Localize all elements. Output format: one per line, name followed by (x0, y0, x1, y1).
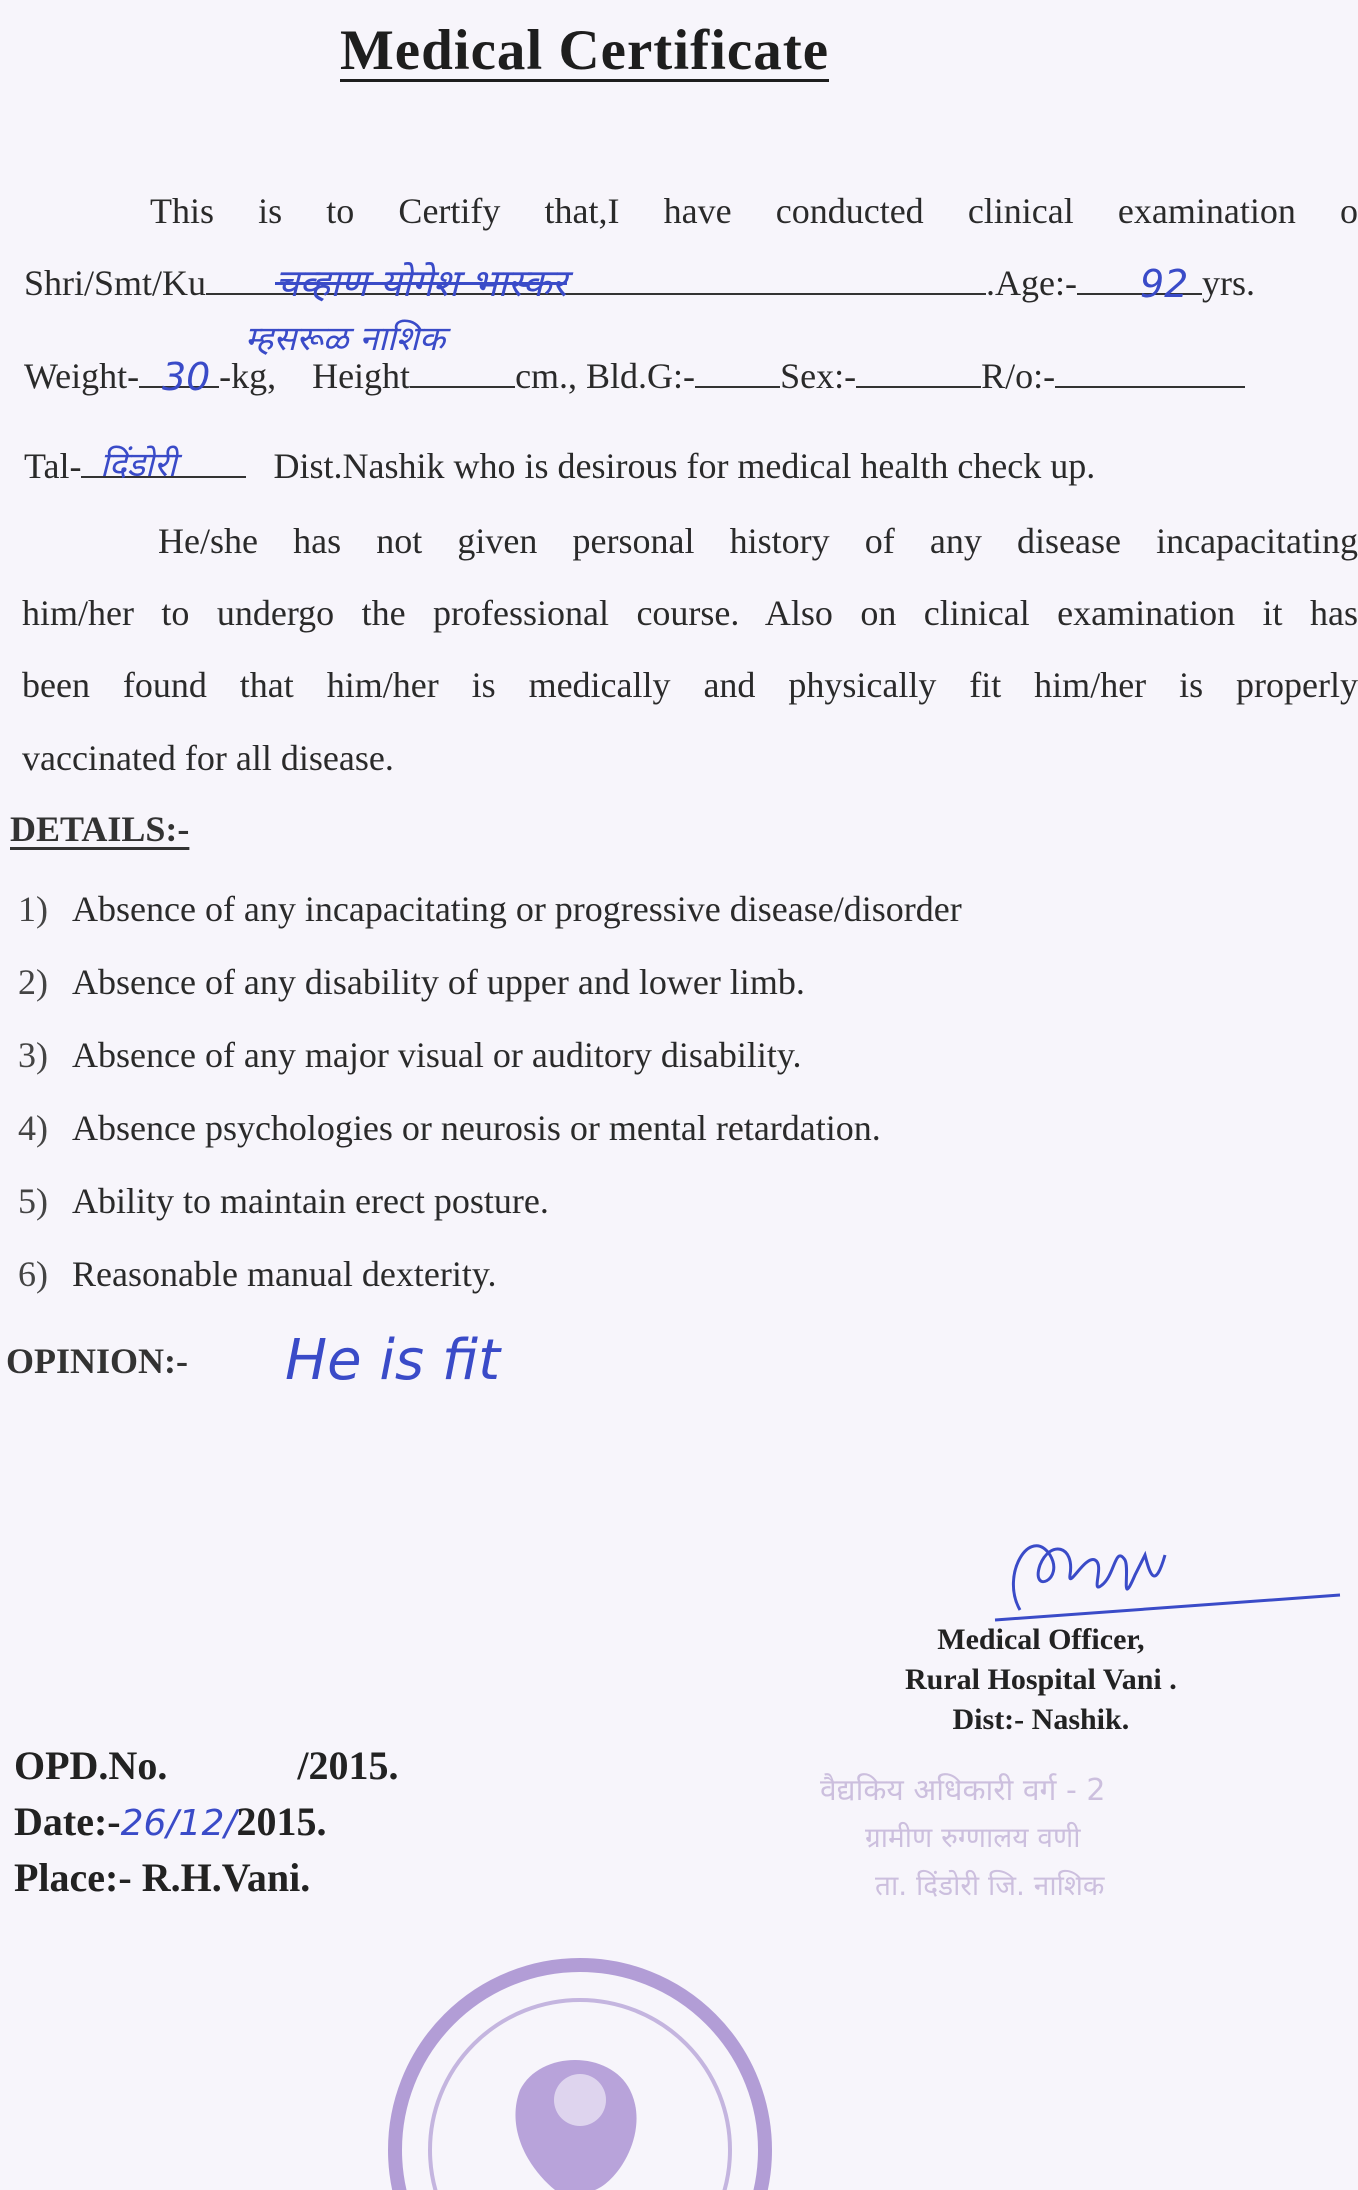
detail-item: 5) Ability to maintain erect posture. (18, 1181, 549, 1221)
paragraph-line-1: He/she has not given personal history of any disease incapacitating (158, 521, 1358, 561)
detail-item: 2) Absence of any disability of upper and lower limb. (18, 962, 805, 1002)
handwritten-date: 26/12/ (120, 1803, 237, 1844)
paragraph-line-4: vaccinated for all disease. (22, 738, 394, 778)
opd-line (14, 1742, 398, 1789)
place-line: Place:- R.H.Vani. (14, 1855, 311, 1900)
signature-line-3: Dist:- Nashik. (952, 1703, 1130, 1736)
handwritten-age: 92 (1140, 262, 1189, 306)
handwritten-taluka: दिंडोरी (100, 445, 177, 485)
paragraph-line-2: him/her to undergo the professional course. Also on clinical examination it has (22, 593, 1358, 633)
detail-item: 6) Reasonable manual dexterity. (18, 1254, 497, 1294)
signature-line-1: Medical Officer, (937, 1623, 1145, 1656)
date-label: Date:- (14, 1799, 121, 1844)
page-title: Medical Certificate (340, 19, 829, 82)
dist-text: Dist.Nashik who is desirous for medical health check up. (273, 446, 1096, 486)
handwritten-weight: 30 (162, 355, 211, 399)
taluka-line (24, 445, 1095, 487)
date-year: 2015. (236, 1799, 327, 1844)
detail-item: 4) Absence psychologies or neurosis or mental retardation. (18, 1108, 881, 1148)
name-line (24, 262, 1255, 304)
handwritten-opinion: He is fit (285, 1328, 501, 1393)
weight-label: Weight- (24, 356, 140, 396)
sex-blank (856, 356, 981, 388)
detail-item: 1) Absence of any incapacitating or progressive disease/disorder (18, 889, 962, 929)
stamp-line-1: वैद्यकिय अधिकारी वर्ग - 2 (820, 1773, 1106, 1808)
round-seal-icon (370, 1940, 800, 2190)
paragraph-line-3: been found that him/her is medically and physically fit him/her is properly (22, 665, 1358, 705)
ro-blank (1055, 356, 1245, 388)
opd-year: /2015. (297, 1743, 399, 1788)
detail-item: 3) Absence of any major visual or auditory disability. (18, 1035, 802, 1075)
handwritten-name: चव्हाण योगेश भास्कर (275, 261, 567, 305)
age-label: .Age:- (986, 263, 1078, 303)
signature-block (905, 1620, 1177, 1740)
bld-label: Bld.G:- (586, 356, 696, 396)
opinion-label: OPINION:- (6, 1341, 188, 1381)
ro-label: R/o:- (981, 356, 1056, 396)
shri-label: Shri/Smt/Ku (24, 263, 207, 303)
height-blank (410, 356, 515, 388)
handwritten-address: म्हसरूळ नाशिक (245, 319, 446, 359)
cm-label: cm., (515, 356, 578, 396)
stamp-line-3: ता. दिंडोरी जि. नाशिक (875, 1869, 1105, 1902)
date-line (14, 1798, 326, 1845)
intro-line (150, 190, 1358, 232)
sex-label: Sex:- (780, 356, 857, 396)
bld-blank (695, 356, 780, 388)
signature-line-2: Rural Hospital Vani . (905, 1663, 1177, 1696)
intro-text: This is to Certify that,I have conducted clinical examination o (150, 191, 1358, 231)
height-label: Height (312, 356, 411, 396)
kg-label: -kg, (219, 356, 277, 396)
tal-label: Tal- (24, 446, 82, 486)
details-heading: DETAILS:- (10, 809, 190, 849)
stamp-line-2: ग्रामीण रुग्णालय वणी (865, 1821, 1081, 1854)
yrs-label: yrs. (1202, 263, 1256, 303)
opd-label: OPD.No. (14, 1743, 168, 1788)
